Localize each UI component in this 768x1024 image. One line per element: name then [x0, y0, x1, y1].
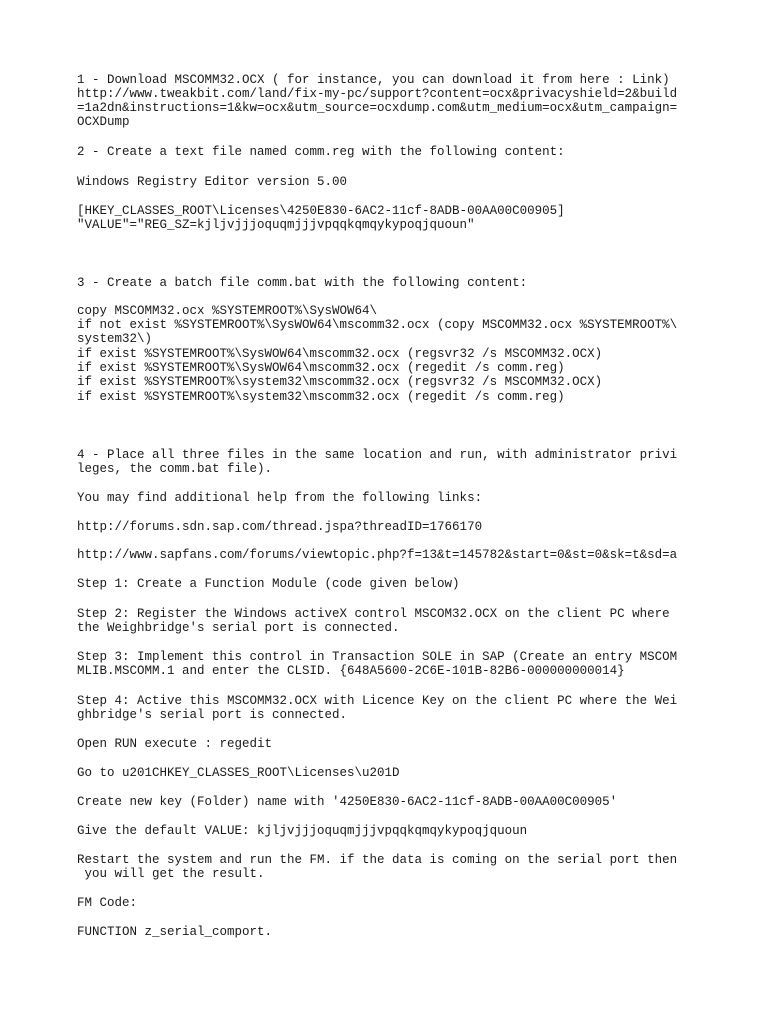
batch-line-6: if exist %SYSTEMROOT%\system32\mscomm32.ocx (regsvr32 /s MSCOMM32.OCX) [77, 375, 603, 389]
step3-heading: 3 - Create a batch file comm.bat with the following content: [77, 276, 528, 290]
step4-line-1: 4 - Place all three files in the same location and run, with administrator privi [77, 448, 678, 462]
restart-line-2: you will get the result. [77, 867, 265, 881]
step2-heading: 2 - Create a text file named comm.reg with the following content: [77, 145, 565, 159]
help-link-sapfans[interactable]: http://www.sapfans.com/forums/viewtopic.php?f=13&t=145782&start=0&st=0&sk=t&sd=a [77, 548, 678, 562]
batch-line-7: if exist %SYSTEMROOT%\system32\mscomm32.ocx (regedit /s comm.reg) [77, 390, 565, 404]
batch-line-3: system32\) [77, 332, 153, 346]
batch-line-1: copy MSCOMM32.ocx %SYSTEMROOT%\SysWOW64\ [77, 304, 378, 318]
fm-step2-line-2: the Weighbridge's serial port is connected. [77, 621, 400, 635]
default-value-line: Give the default VALUE: kjljvjjjoquqmjjjvpqqkqmqykypoqjquoun [77, 824, 528, 838]
fm-step1: Step 1: Create a Function Module (code given below) [77, 577, 460, 591]
download-link-line-2[interactable]: =1a2dn&instructions=1&kw=ocx&utm_source=ocxdump.com&utm_medium=ocx&utm_campaign= [77, 101, 678, 115]
open-run-line: Open RUN execute : regedit [77, 737, 273, 751]
batch-line-2: if not exist %SYSTEMROOT%\SysWOW64\mscomm32.ocx (copy MSCOMM32.ocx %SYSTEMROOT%\ [77, 318, 678, 332]
batch-line-5: if exist %SYSTEMROOT%\SysWOW64\mscomm32.ocx (regedit /s comm.reg) [77, 361, 565, 375]
step1-heading: 1 - Download MSCOMM32.OCX ( for instance, you can download it from here : Link) [77, 73, 670, 87]
registry-header: Windows Registry Editor version 5.00 [77, 175, 348, 189]
registry-key-line: [HKEY_CLASSES_ROOT\Licenses\4250E830-6AC2-11cf-8ADB-00AA00C00905] [77, 204, 565, 218]
help-intro: You may find additional help from the following links: [77, 491, 483, 505]
restart-line-1: Restart the system and run the FM. if the data is coming on the serial port then [77, 853, 678, 867]
registry-value-line: "VALUE"="REG_SZ=kjljvjjjoquqmjjjvpqqkqmqykypoqjquoun" [77, 218, 475, 232]
fm-step2-line-1: Step 2: Register the Windows activeX control MSCOM32.OCX on the client PC where [77, 607, 670, 621]
download-link-line-1[interactable]: http://www.tweakbit.com/land/fix-my-pc/support?content=ocx&privacyshield=2&build [77, 87, 678, 101]
fm-step4-line-1: Step 4: Active this MSCOMM32.OCX with Licence Key on the client PC where the Wei [77, 694, 678, 708]
fm-code-label: FM Code: [77, 896, 138, 910]
help-link-sdn[interactable]: http://forums.sdn.sap.com/thread.jspa?threadID=1766170 [77, 520, 483, 534]
function-declaration: FUNCTION z_serial_comport. [77, 925, 273, 939]
download-link-line-3[interactable]: OCXDump [77, 115, 130, 129]
fm-step3-line-2: MLIB.MSCOMM.1 and enter the CLSID. {648A5600-2C6E-101B-82B6-000000000014} [77, 664, 625, 678]
fm-step4-line-2: ghbridge's serial port is connected. [77, 708, 348, 722]
fm-step3-line-1: Step 3: Implement this control in Transaction SOLE in SAP (Create an entry MSCOM [77, 650, 678, 664]
create-key-line: Create new key (Folder) name with '4250E830-6AC2-11cf-8ADB-00AA00C00905' [77, 795, 618, 809]
batch-line-4: if exist %SYSTEMROOT%\SysWOW64\mscomm32.ocx (regsvr32 /s MSCOMM32.OCX) [77, 347, 603, 361]
goto-line: Go to u201CHKEY_CLASSES_ROOT\Licenses\u201D [77, 766, 400, 780]
step4-line-2: leges, the comm.bat file). [77, 462, 273, 476]
